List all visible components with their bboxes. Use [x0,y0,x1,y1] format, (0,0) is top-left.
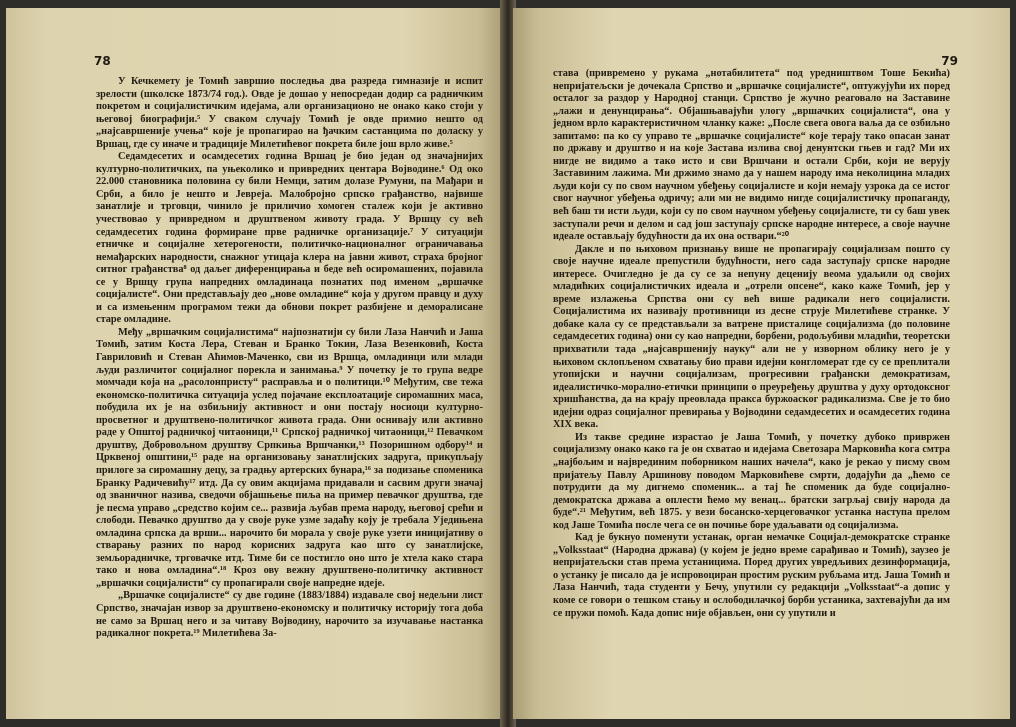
left-page-text [96,76,483,641]
page-number-left: 78 [94,54,111,68]
paragraph: Дакле и по њиховом признању више не пропагирају социјализам пошто су своје научне идеале препустили будућности, него сада заступају српске народне интересе. Очигледно је да су се за непуну деценију веома удаљили од својих младићких социјалистичких идеала и „отрели опсене“, како каже Томић, јер у време излажења Српства они су већ више радикали него социјалисти. Социјалистима их називају противници из десне струје Милетићеве странке. У добаке кала су се представљали за ватрене присталице социјализма (до половине седамдесетих година) они су као напредни, борбени, родољубиви младићи, теоретски прихватили тада „најсавршенију науку“ али не у изворном облику него је у њиховом склопљеном схватању био прави идејни конгломерат где су се преплитали утопијски и научни социјализам, прогресивни грађански демократизам, идеалистичко-морално-етички принципи о преуређењу друштва у духу ортодоксног хришћанства, да на крају преовлада пракса буржоаског радикализма. Све је то био идејни одраз социјалног превирања у Војводини седамдесетих и осамдесетих година XIX века. [553,243,950,431]
paragraph: Међу „вршачким социјалистима“ најпознатији су били Лаза Нанчић и Јаша Томић, затим Коста Лера, Стеван и Бранко Токин, Лаза Везенковић, Коста Гавриловић и Стеван Аћимов-Маченко, сви из Вршца, омладинци или млади људи различитог социјалног порекла и занимања.⁹ У почетку је то група ведре момчади која на „расолонпристу“ расправља и о политици.¹⁰ Међутим, све тежа економско-политичка ситуација услед појачане експлоатације сиромашних маса, побудила их је на озбиљнију активност и они постају носиоци културно-просветног и друштвено-политичког живота града. Они оснивају или активно раде у Општој радничкој читаоници,¹¹ Српској радничкој читаоници,¹² Певачком друштву, Добровољном друштву Српкиња Вршчанки,¹³ Позоришном одбору¹⁴ и Црквеној општини,¹⁵ раде на организовању занатлијских задруга, прикупљају прилоге за сиромашну децу, за градњу артерских бунара,¹⁶ за подизање споменика Бранку Радичевићу¹⁷ итд. Да су овим акцијама придавали и сасвим други значај од званичног назива, сведочи објашњење пиља на пример певачког друштва, где је песма управо „средство којим се... развија љубав према народу, његовој срећи и слободи. Певачко друштво да у своје руке узме задаћу коју је требала Уједињена омладина српска да врши... нарочито би морала у своје руке узети иницијативу о стварању разних по народ корисних задруга као што су занатлијске, земљорадничке, трговачке итд. Тиме би се постигло оно што је хтела како стара тако и нова омладина“.¹⁸ Кроз ову вежну друштвено-политичку активност „вршачки социјалисти“ су пропагирали своје напредне идеје. [96,326,483,589]
paragraph: Седамдесетих и осамдесетих година Вршац је био један од значајнијих културно-политичких, па уњеколико и привредних центара Војводине.⁶ Од око 22.000 становника половина су били Немци, затим долазе Румуни, па Мађари и Срби, а било је нешто и Јевреја. Малобројно српско грађанство, највише занатлије и трговци, чинило је приличио хомоген сталеж који је активно учествовао у привредном и друштвеном животу града. У Вршцу су већ седамдесетих година формиране прве радничке организације.⁷ У ситуацији етничке и социјалне хетерогености, политичко-националног ограничавања немађарских народности, снажног утицаја клера на јавни живот, страха бројног ситног грађанства⁸ од даљег диференцирања и беде већ осиромашених, појавила се у Вршцу група напредних омладинаца познатих под именом „вршачке социјалисте“. Они представљају део „нове омладине“ која у другом правцу и духу и са измењеним програмом тежи да обнови покрет разбијене и деморалисане старе омладине. [96,151,483,326]
right-page [513,8,1010,719]
left-page [6,8,503,719]
page-number-right: 79 [941,54,958,68]
paragraph: У Кечкемету је Томић завршио последња два разреда гимназије и испит зрелости (школске 1873/74 год.). Овде је дошао у непосредан додир са радничким покретом и социјалистичким идејама, али организационо не онако како стоји у његовој биографији.⁵ У сваком случају Томић је овде примио нешто од „најсавршеније учења“ које је пропагирао на ђачким састанцима по доласку у Вршац, где су иначе и традиције Милетићевог покрета биле још врло живе.⁵ [96,76,483,150]
paragraph: става (привремено у рукама „нотабилитета“ под уредништвом Тоше Бекића) непријатељски је дочекала Српство и „вршачке социјалисте“, оптужујући их поред осталог за раздор у Народној станци. Српство је жучно реаговало на Заставине „лажи и денунцирања“. Објашњавајући улогу „вршачких социјалиста“, она у једном врло карактеристичном чланку каже: „После свега овога ваља да се озбиљно запитамо: па ко су управо те „вршачке социјалисте“ које терају тако опасан занат по државу и друштво и на које Застава излива свој денунтски гњев и гад? Ми их нигде не видимо а тако исто и сви Вршчани и остали Срби, који не верују Заставиним лажима. Ми држимо знамо да у нашем народу има неколицина младих људи који су по свом научном убеђењу социјалисте и који немају узрока да се истог свог научног убеђења одричу; али ми не видимо нигде социјалистичку пропаганду, већ баш ти исти људи, који су по свом научном убеђењу социјалисте, ти су баш увек заступали речи и делом и сад још заступају српске народне интересе, а своје научне идеале остављају будућности да их она оствари.“²⁰ [553,68,950,243]
right-page-text [553,68,950,620]
paragraph: Из такве средине израстао је Јаша Томић, у почетку дубоко привржен социјализму онако како га је он схватао и идејама Светозара Марковића кога смтра „најбољим и најврединим поборником наших начела“, како је рекао у писму свом пријатељу Павлу Аршинову поводом Марковићеве смрти, додајући да „ћемо се потрудити да му дигнемо споменик... а тај ће споменик да буде социјално-демократска држава а оплести ћемо му венац... братски загрљај свију народа да буде“.²¹ Међутим, већ 1875. у вези босанско-херцеговачког устанка наступа прелом код Јаше Томића после чега се он почиње боре удаљавати од социјализма. [553,431,950,531]
paragraph: Кад је букнуо поменути устанак, орган немачке Социјал-демократске странке „Volksstaat“ (Народна држава) (у којем је једно време сарађивао и Томић), заузео је непријатељски став према устаницима. Поред других увредљивих дезинформација, о устанку је писало да је испровоциран простим руским рубљама итд. Јаша Томић и Лаза Нанчић, тада студенти у Бечу, упутили су редакцији „Volksstaat“-а допис у коме се говори о тешком стању и ослободилачкој борби устаника, захтевајући да им се пружи помоћ. Када допис није објављен, они су упутили и [553,532,950,619]
paragraph: „Вршачке социјалисте“ су две године (1883/1884) издавале свој недељни лист Српство, значајан извор за друштвено-економску и политичку историју тога доба не само за Вршац него и за читаву Војводину, нарочито за изучавање настанка радикалног покрета.¹⁹ Милетићева За- [96,590,483,640]
